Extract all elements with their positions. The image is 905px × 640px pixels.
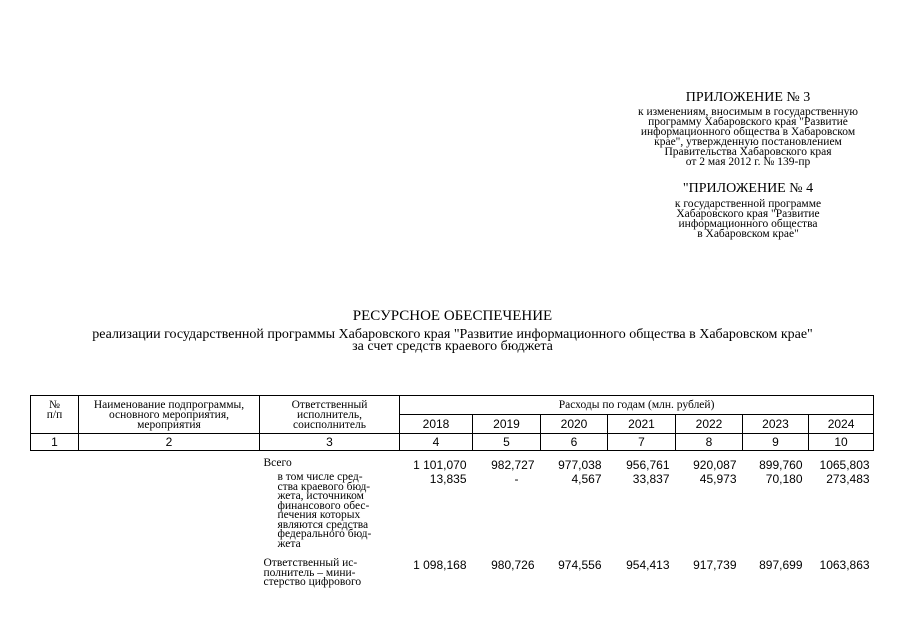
table-cell-value: 977,038	[558, 458, 602, 472]
table-cell-executor	[260, 473, 400, 557]
header-executor-line: исполнитель,	[296, 409, 363, 421]
table-cell-value: 917,739	[693, 558, 737, 572]
appendix-3-heading: ПРИЛОЖЕНИЕ № 3	[685, 90, 811, 105]
appendix-4-line: в Хабаровском крае"	[697, 228, 799, 240]
table-cell-executor	[260, 557, 400, 588]
column-number: 7	[608, 434, 676, 451]
executor-line: федерального бюд-	[277, 528, 372, 540]
header-name-line: основного мероприятия,	[108, 409, 229, 421]
appendix-3-line: крае", утвержденную постановлением	[654, 136, 842, 148]
table-cell-value: 897,699	[759, 558, 803, 572]
table-cell-num	[31, 557, 79, 588]
column-number: 8	[676, 434, 743, 451]
table-row	[31, 557, 874, 588]
header-year: 2021	[608, 415, 676, 434]
document-title: РЕСУРСНОЕ ОБЕСПЕЧЕНИЕ	[352, 308, 553, 324]
header-year: 2020	[541, 415, 608, 434]
header-expenses: Расходы по годам (млн. рублей)	[400, 396, 874, 415]
header-num-line: №	[49, 399, 60, 411]
header-num-line: п/п	[46, 409, 63, 421]
appendix-4-line: Хабаровского края "Развитие	[676, 208, 820, 220]
table-cell-value: 980,726	[491, 558, 535, 572]
appendix-4-block	[640, 181, 856, 239]
header-executor-line: соисполнитель	[292, 419, 367, 431]
header-year: 2019	[473, 415, 541, 434]
table-cell-value: 1063,863	[819, 558, 870, 572]
table-row	[31, 451, 874, 474]
executor-line: являются средства	[277, 518, 369, 531]
executor-line: Ответственный ис-	[263, 557, 358, 569]
table-cell-name	[79, 473, 260, 557]
table-cell-name	[79, 451, 260, 474]
executor-line: финансового обес-	[277, 499, 370, 512]
table-cell-value: 954,413	[626, 558, 670, 572]
executor-line: в том числе сред-	[277, 471, 363, 483]
appendix-3-line: Правительства Хабаровского края	[664, 146, 832, 158]
table-cell-value: 33,837	[632, 472, 670, 486]
header-name-line: мероприятия	[137, 419, 201, 431]
executor-line: жета, источником	[277, 490, 364, 502]
table-cell-value: 13,835	[429, 472, 467, 486]
appendix-4-heading: "ПРИЛОЖЕНИЕ № 4	[682, 181, 814, 196]
table-cell-value: 974,556	[558, 558, 602, 572]
table-cell-value: 45,973	[699, 472, 737, 486]
column-number: 4	[400, 434, 473, 451]
column-number: 1	[31, 434, 79, 451]
column-number: 3	[260, 434, 400, 451]
column-number: 10	[809, 434, 874, 451]
header-year: 2022	[676, 415, 743, 434]
executor-line: стерство цифрового	[263, 576, 362, 588]
column-number: 2	[79, 434, 260, 451]
appendix-3-line: к изменениям, вносимым в государственную	[638, 106, 858, 118]
header-year: 2023	[743, 415, 809, 434]
appendix-4-line: к государственной программе	[674, 198, 822, 210]
table-cell-value: 1 098,168	[413, 558, 467, 572]
executor-line: жета	[277, 537, 301, 550]
appendix-4-line: информационного общества	[678, 218, 818, 230]
table-row	[31, 473, 874, 557]
column-number: 6	[541, 434, 608, 451]
table-cell-num	[31, 473, 79, 557]
table-cell-name	[79, 557, 260, 588]
document-subtitle-2: за счет средств краевого бюджета	[352, 339, 553, 354]
table-cell-value: 1065,803	[819, 458, 870, 472]
table-cell-num	[31, 451, 79, 474]
appendix-3-line: от 2 мая 2012 г. № 139-пр	[685, 156, 811, 168]
table-cell-value: 273,483	[826, 472, 870, 486]
header-executor-line: Ответственный	[291, 399, 368, 411]
executor-line: печения которых	[277, 509, 361, 521]
table-cell-value: 899,760	[759, 458, 803, 472]
appendix-3-line: программу Хабаровского края "Развитие	[648, 116, 848, 128]
executor-line: ства краевого бюд-	[277, 480, 371, 493]
appendix-3-line: информационного общества в Хабаровском	[640, 126, 856, 138]
table-cell-value: 4,567	[571, 472, 602, 486]
table-cell-value: 920,087	[693, 458, 737, 472]
header-year: 2024	[809, 415, 874, 434]
table-cell-value: 982,727	[491, 458, 535, 472]
table-cell-value: 956,761	[626, 458, 670, 472]
header-executor	[260, 396, 400, 434]
header-name-line: Наименование подпрограммы,	[93, 399, 245, 411]
column-number: 5	[473, 434, 541, 451]
table-cell-value: 70,180	[765, 472, 803, 486]
header-num	[31, 396, 79, 434]
appendix-3-block	[600, 90, 896, 167]
document-subtitle: реализации государственной программы Хабаровского края "Развитие информационного общества в Хабаровском крае"	[92, 327, 813, 342]
table-cell-value: -	[514, 472, 519, 486]
resource-table	[30, 395, 874, 588]
document-title-block	[0, 308, 905, 353]
executor-line: полнитель – мини-	[263, 566, 356, 579]
table-cell-value: 1 101,070	[413, 458, 467, 472]
column-number: 9	[743, 434, 809, 451]
executor-line: Всего	[263, 457, 292, 469]
table-cell-executor	[260, 451, 400, 474]
header-name	[79, 396, 260, 434]
header-year: 2018	[400, 415, 473, 434]
